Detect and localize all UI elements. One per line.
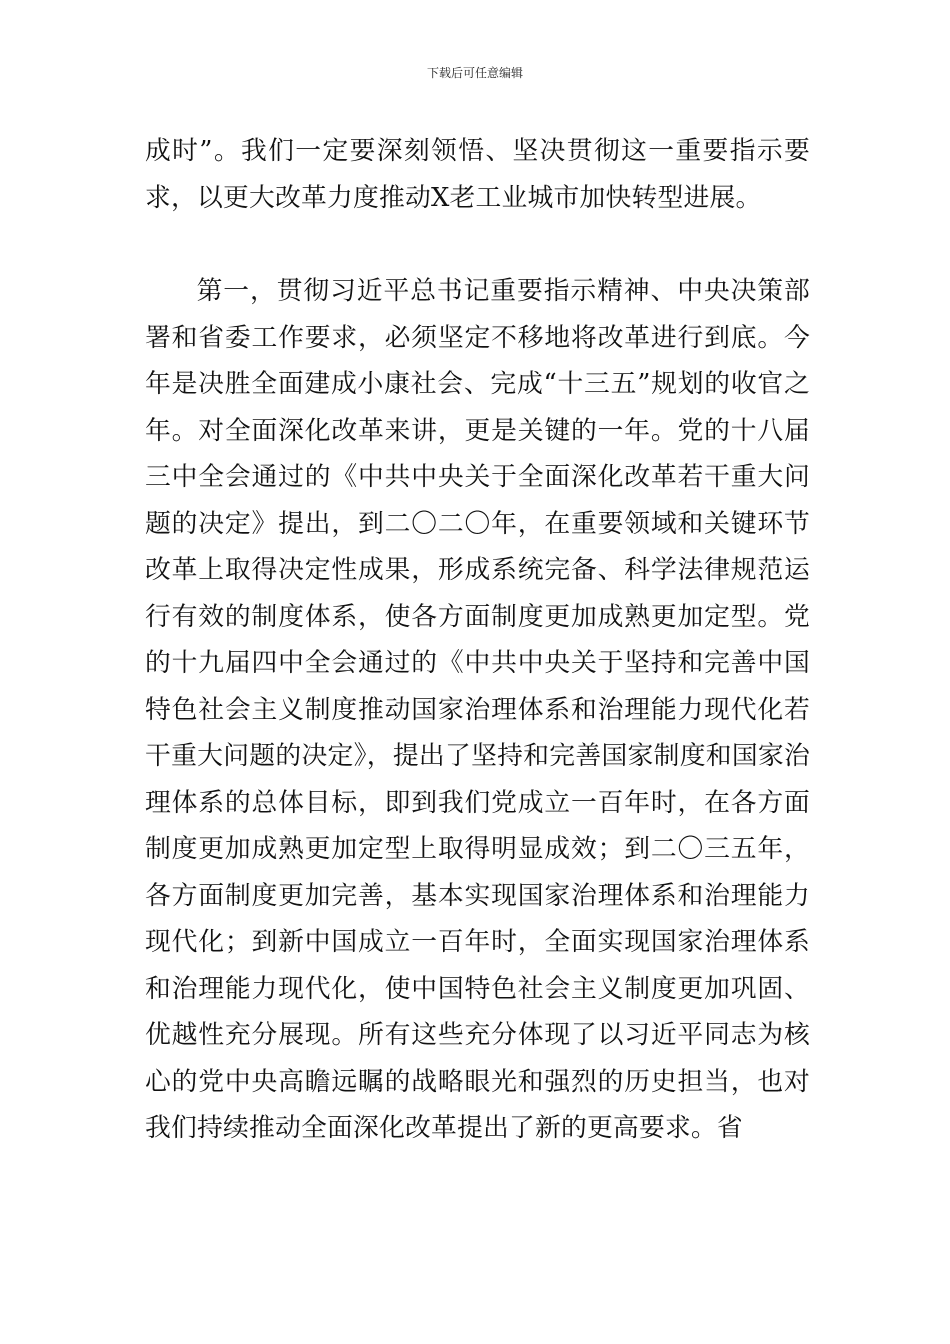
document-body: [145, 128, 810, 1152]
paragraph-continuation: 成时”。我们一定要深刻领悟、坚决贯彻这一重要指示要求，以更大改革力度推动X老工业城市加快转型进展。: [145, 136, 810, 213]
paragraph-first-point: 第一，贯彻习近平总书记重要指示精神、中央决策部署和省委工作要求，必须坚定不移地将改革进行到底。今年是决胜全面建成小康社会、完成“十三五”规划的收官之年。对全面深化改革来讲，更是关键的一年。党的十八届三中全会通过的《中共中央关于全面深化改革若干重大问题的决定》提出，到二〇二〇年，在重要领域和关键环节改革上取得决定性成果，形成系统完备、科学法律规范运行有效的制度体系，使各方面制度更加成熟更加定型。党的十九届四中全会通过的《中共中央关于坚持和完善中国特色社会主义制度推动国家治理体系和治理能力现代化若干重大问题的决定》，提出了坚持和完善国家制度和国家治理体系的总体目标，即到我们党成立一百年时，在各方面制度更加成熟更加定型上取得明显成效；到二〇三五年，各方面制度更加完善，基本实现国家治理体系和治理能力现代化；到新中国成立一百年时，全面实现国家治理体系和治理能力现代化，使中国特色社会主义制度更加巩固、优越性充分展现。所有这些充分体现了以习近平同志为核心的党中央高瞻远瞩的战略眼光和强烈的历史担当，也对我们持续推动全面深化改革提出了新的更高要求。省: [145, 276, 810, 1143]
page-header: 下载后可任意编辑: [426, 66, 523, 80]
